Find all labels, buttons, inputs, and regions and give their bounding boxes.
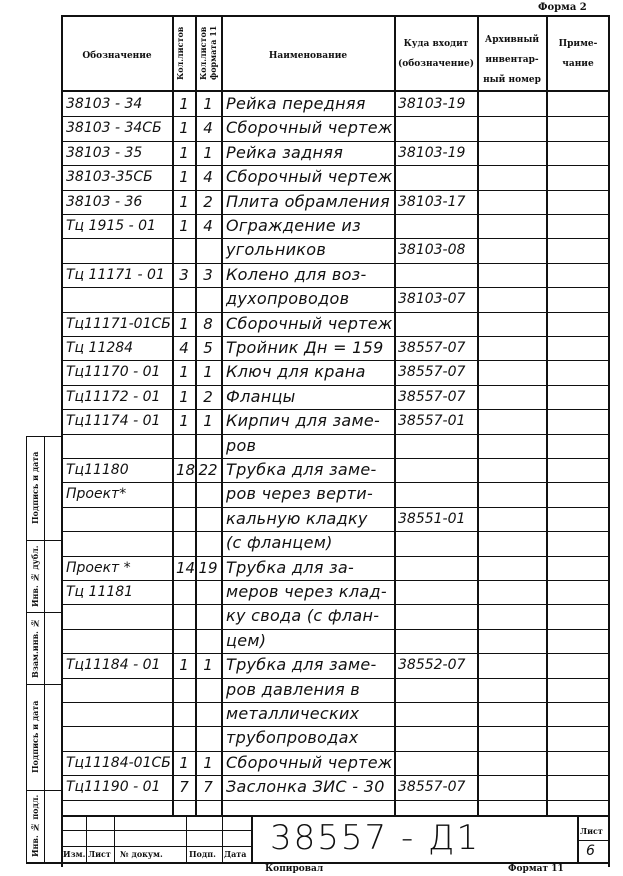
- row-designation: Тц11172 - 01: [66, 388, 161, 405]
- row-sheets-count: 1: [179, 656, 189, 675]
- stamp-col-6: [577, 815, 579, 862]
- stamp-col-4: [222, 815, 223, 862]
- col-line-5: [477, 15, 479, 815]
- stamp-col-2: [114, 815, 115, 862]
- row-name: (с фланцем): [226, 533, 333, 553]
- row-sheets-count: [176, 629, 192, 653]
- header-designation: Обозначение: [82, 51, 152, 61]
- row-where-used: 38103-17: [398, 193, 466, 210]
- row-sheets-count: 3: [179, 265, 189, 284]
- row-name: Трубка для заме-: [226, 460, 377, 479]
- row-where-used: 38103-07: [398, 291, 466, 308]
- row-sheets-format: [197, 482, 219, 506]
- row-designation: Тц11170 - 01: [66, 364, 161, 381]
- row-sheets-count: [176, 287, 192, 311]
- header-archive: Архивный инвентар-ный номер: [483, 35, 541, 85]
- row-designation: 38103 - 35: [66, 144, 143, 161]
- row-name: Трубка для заме-: [226, 655, 377, 675]
- row-name: Тройник Дн = 159: [226, 338, 384, 357]
- row-name: ку свода (с флан-: [226, 606, 380, 626]
- row-sheets-format: 1: [203, 363, 213, 382]
- row-sheets-format: [197, 604, 219, 628]
- row-name: Ограждение из: [226, 216, 361, 235]
- row-sheets-format: 19: [198, 558, 218, 577]
- side-vzam-inv: Взам.инв. №: [30, 618, 40, 678]
- row-sheets-format: [197, 507, 219, 531]
- row-sheets-format: 22: [198, 461, 218, 479]
- row-designation: Тц 11181: [66, 584, 134, 600]
- stamp-top-line: [61, 815, 609, 817]
- row-sheets-format: [197, 678, 219, 702]
- row-name: Рейка передняя: [226, 94, 366, 113]
- stamp-col-5: [251, 815, 253, 862]
- stamp-sheet-divider: [577, 840, 608, 841]
- row-sheets-format: [197, 629, 219, 653]
- row-designation: Тц 11171 - 01: [66, 266, 165, 283]
- row-designation: Тц11184-01СБ: [66, 754, 171, 771]
- row-sheets-count: 1: [179, 95, 189, 113]
- row-name: кальную кладку: [226, 508, 368, 528]
- row-sheets-count: 1: [179, 119, 189, 138]
- row-sheets-count: 1: [179, 217, 189, 235]
- row-sheets-format: 2: [203, 387, 213, 406]
- header-sheets-format: Кол.листов формата 11: [198, 25, 218, 81]
- row-designation: 38103 - 34: [66, 96, 143, 112]
- row-sheets-count: 1: [179, 192, 189, 211]
- row-designation: 38103 - 36: [66, 193, 143, 210]
- row-name: Рейка задняя: [226, 142, 344, 162]
- row-sheets-format: [197, 434, 219, 458]
- row-sheets-count: 1: [179, 314, 189, 333]
- row-sheets-count: 1: [179, 168, 189, 187]
- row-name: Заслонка ЗИС - 30: [226, 777, 385, 797]
- row-sheets-count: [176, 531, 192, 555]
- frame-top: [61, 15, 609, 17]
- stamp-sheet-number: 6: [586, 843, 595, 859]
- row-name: ров: [226, 435, 257, 455]
- stamp-col-sign: Подп.: [189, 849, 216, 859]
- row-where-used: 38551-01: [398, 510, 466, 527]
- row-name: Фланцы: [226, 386, 296, 406]
- row-sheets-format: 8: [203, 314, 213, 333]
- row-name: Ключ для крана: [226, 362, 366, 382]
- row-designation: Проект*: [66, 486, 127, 503]
- row-sheets-count: [176, 702, 192, 726]
- stamp-col-izm: Изм.: [63, 849, 86, 859]
- row-where-used: 38103-19: [398, 144, 466, 161]
- stamp-doc-number: 38557 - Д1: [270, 818, 481, 858]
- row-sheets-format: 4: [203, 119, 213, 138]
- row-sheets-format: [197, 580, 219, 604]
- row-name: трубопроводах: [226, 728, 359, 748]
- side-sig-date-top: Подпись и дата: [30, 451, 40, 525]
- row-designation: Тц 1915 - 01: [66, 218, 156, 234]
- row-sheets-format: [197, 287, 219, 311]
- row-name: Кирпич для заме-: [226, 411, 381, 431]
- row-sheets-count: [176, 238, 192, 262]
- frame-left: [61, 15, 63, 867]
- side-strip-mid: [44, 436, 45, 862]
- row-sheets-count: [176, 678, 192, 702]
- row-sheets-format: [197, 238, 219, 262]
- row-designation: 38103-35СБ: [66, 169, 153, 186]
- row-name: угольников: [226, 240, 327, 260]
- row-sheets-count: 1: [179, 363, 189, 382]
- row-designation: Проект *: [66, 559, 131, 576]
- form-label: Форма 2: [538, 2, 587, 13]
- row-sheets-count: 1: [179, 412, 189, 431]
- row-line: [61, 434, 609, 435]
- row-sheets-count: [176, 726, 192, 750]
- row-designation: 38103 - 34СБ: [66, 120, 162, 137]
- stamp-col-3: [186, 815, 187, 862]
- side-div-1: [26, 540, 62, 541]
- row-sheets-format: 4: [203, 217, 213, 235]
- row-sheets-format: 5: [203, 339, 213, 357]
- footer-copied: Копировал: [265, 864, 324, 874]
- row-sheets-format: [197, 726, 219, 750]
- stamp-col-list: Лист: [88, 849, 111, 859]
- row-sheets-count: [176, 604, 192, 628]
- header-sheets-count: Кол.листов: [175, 26, 185, 80]
- row-where-used: 38103-08: [398, 242, 466, 259]
- row-name: цем): [226, 630, 267, 650]
- row-sheets-count: 1: [179, 143, 189, 162]
- side-div-3: [26, 684, 62, 685]
- row-designation: Тц11184 - 01: [66, 657, 161, 674]
- row-line: [61, 800, 609, 801]
- row-sheets-count: 14: [176, 558, 196, 577]
- row-name: Трубка для за-: [226, 557, 355, 577]
- row-name: Сборочный чертеж: [226, 118, 393, 138]
- row-where-used: 38557-07: [398, 340, 466, 356]
- row-where-used: 38557-07: [398, 364, 466, 381]
- side-inv-podl: Инв. № подл.: [30, 794, 40, 858]
- row-where-used: 38557-07: [398, 779, 466, 796]
- row-sheets-format: 3: [203, 265, 213, 284]
- header-name: Наименование: [268, 51, 348, 61]
- row-line: [61, 238, 609, 239]
- row-sheets-count: [176, 482, 192, 506]
- row-name: Колено для воз-: [226, 264, 367, 284]
- row-sheets-count: 4: [179, 339, 189, 357]
- row-designation: Тц11190 - 01: [66, 779, 161, 796]
- row-sheets-count: [176, 507, 192, 531]
- footer-format: Формат 11: [508, 864, 564, 874]
- stamp-col-1: [86, 815, 87, 862]
- row-name: Сборочный чертеж: [226, 313, 393, 333]
- row-name: духопроводов: [226, 289, 350, 309]
- col-line-4: [394, 15, 396, 815]
- row-name: ров давления в: [226, 679, 361, 699]
- stamp-sheet-label: Лист: [580, 826, 603, 836]
- row-sheets-format: 7: [203, 778, 213, 797]
- stamp-col-doc: № докум.: [120, 849, 163, 859]
- frame-right: [608, 15, 610, 867]
- row-where-used: 38557-01: [398, 413, 466, 430]
- row-designation: Тц11174 - 01: [66, 413, 161, 430]
- row-sheets-count: [176, 434, 192, 458]
- row-sheets-format: 1: [203, 143, 213, 162]
- row-name: металлических: [226, 704, 360, 723]
- row-name: Плита обрамления: [226, 191, 390, 211]
- header-note: Приме-чание: [558, 39, 598, 69]
- row-designation: Тц 11284: [66, 340, 134, 356]
- side-div-2: [26, 612, 62, 613]
- side-strip-top: [26, 436, 62, 437]
- row-where-used: 38103-19: [398, 96, 466, 112]
- col-line-6: [546, 15, 548, 815]
- side-sig-date-bottom: Подпись и дата: [30, 700, 40, 774]
- row-sheets-count: 18: [176, 461, 196, 479]
- row-name: Сборочный чертеж: [226, 167, 393, 187]
- row-sheets-format: 1: [203, 656, 213, 675]
- row-sheets-count: 1: [179, 387, 189, 406]
- row-sheets-format: [197, 531, 219, 555]
- row-name: меров через клад-: [226, 582, 387, 601]
- row-name: ров через верти-: [226, 484, 374, 504]
- row-name: Сборочный чертеж: [226, 752, 393, 772]
- row-sheets-count: 7: [179, 778, 189, 797]
- col-line-3: [221, 15, 223, 815]
- row-designation: Тц11171-01СБ: [66, 315, 171, 332]
- row-sheets-count: 1: [179, 753, 189, 772]
- stamp-col-date: Дата: [224, 849, 247, 859]
- row-sheets-format: 1: [203, 95, 213, 113]
- row-sheets-format: [197, 702, 219, 726]
- row-where-used: 38552-07: [398, 657, 466, 674]
- side-div-4: [26, 790, 62, 791]
- header-where-used: Куда входит (обозначение): [398, 39, 474, 69]
- row-sheets-format: 1: [203, 412, 213, 431]
- row-sheets-format: 2: [203, 192, 213, 211]
- row-sheets-format: 1: [203, 753, 213, 772]
- col-line-1: [172, 15, 174, 815]
- row-where-used: 38557-07: [398, 388, 466, 405]
- side-inv-dubl: Инв. № дубл.: [30, 545, 40, 607]
- row-designation: Тц11180: [66, 462, 129, 478]
- row-sheets-count: [176, 580, 192, 604]
- row-line: [61, 629, 609, 630]
- row-sheets-format: 4: [203, 168, 213, 187]
- row-line: [61, 531, 609, 532]
